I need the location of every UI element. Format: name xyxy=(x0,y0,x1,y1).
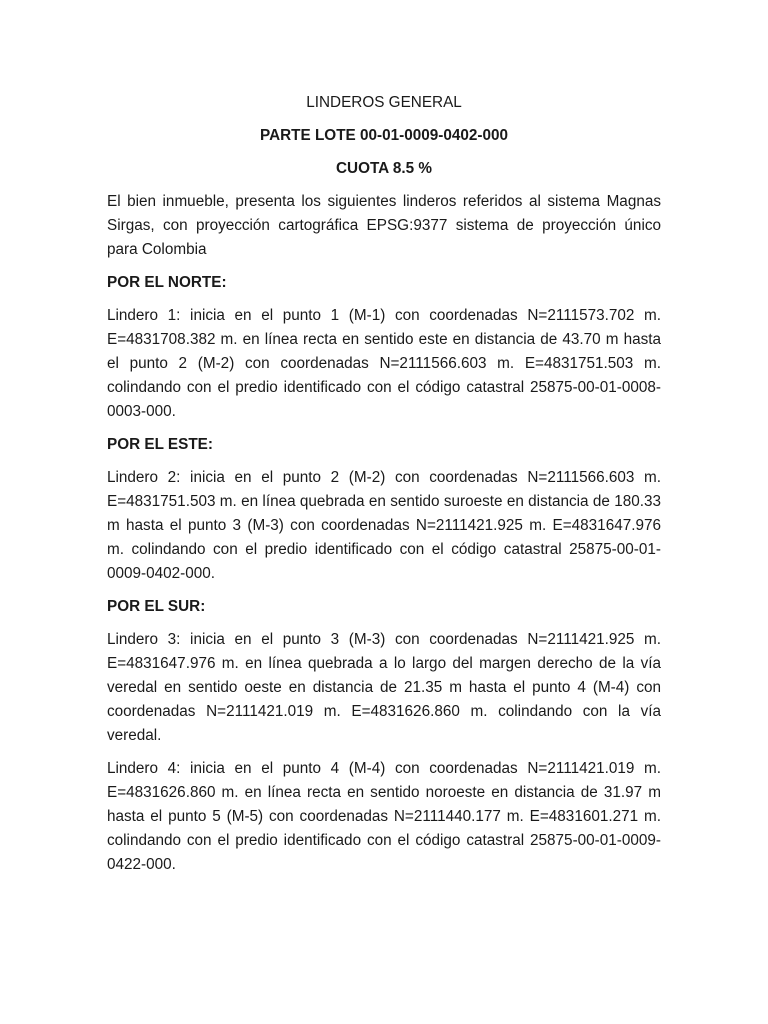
intro-paragraph: El bien inmueble, presenta los siguientes linderos referidos al sistema Magnas Sirgas, con proyección cartográfica EPSG:9377 sistema de proyección único para Colombia xyxy=(107,193,661,258)
section-heading-east: POR EL ESTE: xyxy=(107,436,213,453)
boundary-paragraph-1: Lindero 1: inicia en el punto 1 (M-1) con coordenadas N=2111573.702 m. E=4831708.382 m. en línea recta en sentido este en distancia de 43.70 m hasta el punto 2 (M-2) con coordenadas N=2111566.603 m. E=4831751.503 m. colindando con el predio identificado con el código catastral 25875-00-01-0008-0003-000. xyxy=(107,307,661,420)
section-heading-south: POR EL SUR: xyxy=(107,598,206,615)
lot-identifier: PARTE LOTE 00-01-0009-0402-000 xyxy=(260,127,508,144)
quota-line: CUOTA 8.5 % xyxy=(335,160,433,177)
boundary-paragraph-4: Lindero 4: inicia en el punto 4 (M-4) con coordenadas N=2111421.019 m. E=4831626.860 m. en línea recta en sentido noroeste en distancia de 31.97 m hasta el punto 5 (M-5) con coordenadas N=2111440.177 m. E=4831601.271 m. colindando con el predio identificado con el código catastral 25875-00-01-0009-0422-000. xyxy=(107,760,661,873)
document-title: LINDEROS GENERAL xyxy=(306,94,462,111)
document-body xyxy=(107,91,661,886)
boundary-paragraph-3: Lindero 3: inicia en el punto 3 (M-3) con coordenadas N=2111421.925 m. E=4831647.976 m. en línea quebrada a lo largo del margen derecho de la vía veredal en sentido oeste en distancia de 21.35 m hasta el punto 4 (M-4) con coordenadas N=2111421.019 m. E=4831626.860 m. colindando con la vía veredal. xyxy=(107,631,661,744)
section-heading-north: POR EL NORTE: xyxy=(107,274,227,291)
boundary-paragraph-2: Lindero 2: inicia en el punto 2 (M-2) con coordenadas N=2111566.603 m. E=4831751.503 m. en línea quebrada en sentido suroeste en distancia de 180.33 m hasta el punto 3 (M-3) con coordenadas N=2111421.925 m. E=4831647.976 m. colindando con el predio identificado con el código catastral 25875-00-01-0009-0402-000. xyxy=(107,469,661,582)
